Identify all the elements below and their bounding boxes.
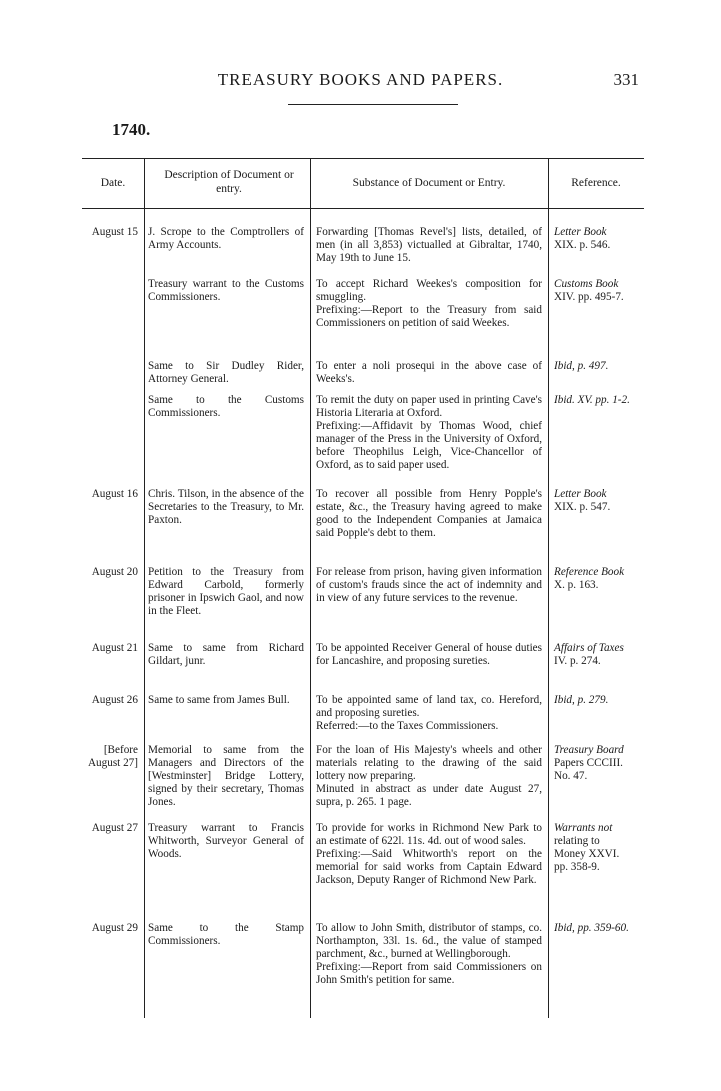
column-header-description: Description of Document or entry. <box>164 169 294 195</box>
reference-line: Reference Book <box>554 566 625 578</box>
header-rule <box>288 104 458 105</box>
reference-line: relating to <box>554 835 600 847</box>
cell-reference <box>554 922 644 935</box>
substance-paragraph: To enter a noli prosequi in the above case of Weeks's. <box>316 360 542 385</box>
cell-description: Chris. Tilson, in the absence of the Secretaries to the Treasury, to Mr. Paxton. <box>148 488 304 526</box>
cell-date: [Before August 27] <box>87 744 138 769</box>
reference-line: Letter Book <box>554 488 607 500</box>
cell-date: August 20 <box>91 566 138 578</box>
cell-reference <box>554 694 644 707</box>
reference-line: Affairs of Taxes <box>554 642 624 654</box>
substance-paragraph: Prefixing:—Report from said Commissioners on John Smith's petition for same. <box>316 961 542 986</box>
reference-line: X. p. 163. <box>554 579 599 591</box>
reference-line: Ibid, p. 497. <box>554 360 609 372</box>
column-header-date: Date. <box>100 177 126 189</box>
year-heading: 1740. <box>112 120 151 139</box>
table-top-rule <box>82 158 644 159</box>
substance-paragraph: For release from prison, having given information of custom's frauds since the act of indemnity and in view of any future services to the revenue. <box>316 566 542 604</box>
cell-description: Memorial to same from the Managers and Directors of the [Westminster] Bridge Lottery, signed by their secretary, Thomas Jones. <box>148 744 304 808</box>
cell-date: August 21 <box>91 642 138 654</box>
cell-description: Same to same from Richard Gildart, junr. <box>148 642 304 667</box>
reference-line: IV. p. 274. <box>554 655 601 667</box>
cell-reference <box>554 744 644 783</box>
cell-substance <box>316 694 542 733</box>
substance-paragraph: Referred:—to the Taxes Commissioners. <box>316 720 499 732</box>
cell-substance <box>316 278 542 330</box>
cell-substance <box>316 566 542 605</box>
column-divider <box>144 158 145 1018</box>
cell-description: Same to the Customs Commissioners. <box>148 394 304 419</box>
table-header-rule <box>82 208 644 209</box>
cell-substance <box>316 744 542 809</box>
substance-paragraph: To provide for works in Richmond New Park to an estimate of 622l. 11s. 4d. out of wood sales. <box>316 822 542 847</box>
cell-reference <box>554 394 644 407</box>
cell-description: Treasury warrant to the Customs Commissioners. <box>148 278 304 303</box>
cell-description: Same to the Stamp Commissioners. <box>148 922 304 947</box>
cell-description: Treasury warrant to Francis Whitworth, Surveyor General of Woods. <box>148 822 304 860</box>
substance-paragraph: To remit the duty on paper used in printing Cave's Historia Literaria at Oxford. <box>316 394 542 419</box>
substance-paragraph: Prefixing:—Report to the Treasury from said Commissioners on petition of said Weekes. <box>316 304 542 329</box>
reference-line: Treasury Board <box>554 744 624 756</box>
reference-line: Warrants not <box>554 822 613 834</box>
cell-substance <box>316 922 542 987</box>
substance-paragraph: To be appointed Receiver General of house duties for Lancashire, and proposing sureties. <box>316 642 542 667</box>
cell-reference <box>554 822 644 874</box>
cell-date: August 26 <box>91 694 138 706</box>
cell-reference <box>554 642 644 668</box>
cell-substance <box>316 394 542 472</box>
reference-line: XIX. p. 547. <box>554 501 611 513</box>
cell-description: Same to same from James Bull. <box>148 694 290 706</box>
reference-line: Papers CCCIII. <box>554 757 623 769</box>
cell-reference <box>554 566 644 592</box>
cell-date: August 29 <box>91 922 138 934</box>
column-header-substance: Substance of Document or Entry. <box>352 177 506 189</box>
cell-substance <box>316 360 542 386</box>
reference-line: Ibid, p. 279. <box>554 694 609 706</box>
substance-paragraph: Prefixing:—Affidavit by Thomas Wood, chief manager of the Press in the University of Oxford, before Theophilus Leigh, Vice-Chancellor of Oxford, as to said paper used. <box>316 420 542 471</box>
reference-line: pp. 358-9. <box>554 861 600 873</box>
substance-paragraph: Forwarding [Thomas Revel's] lists, detailed, of men (in all 3,853) victualled at Gibraltar, 1740, May 19th to June 15. <box>316 226 542 264</box>
reference-line: No. 47. <box>554 770 588 782</box>
column-divider <box>548 158 549 1018</box>
reference-line: XIV. pp. 495-7. <box>554 291 624 303</box>
cell-reference <box>554 226 644 252</box>
cell-description: Same to Sir Dudley Rider, Attorney General. <box>148 360 304 385</box>
substance-paragraph: To allow to John Smith, distributor of stamps, co. Northampton, 33l. 1s. 6d., the value of stamped parchment, &c., burned at Wellingborough. <box>316 922 542 960</box>
cell-reference <box>554 278 644 304</box>
reference-line: Customs Book <box>554 278 619 290</box>
document-table <box>82 158 644 1018</box>
reference-line: Ibid. XV. pp. 1-2. <box>554 394 630 406</box>
cell-date: August 27 <box>91 822 138 834</box>
column-divider <box>310 158 311 1018</box>
cell-substance <box>316 822 542 887</box>
column-header-reference: Reference. <box>571 177 621 189</box>
reference-line: XIX. p. 546. <box>554 239 611 251</box>
cell-substance <box>316 642 542 668</box>
cell-substance <box>316 488 542 540</box>
reference-line: Letter Book <box>554 226 607 238</box>
cell-reference <box>554 360 644 373</box>
cell-date: August 16 <box>91 488 138 500</box>
running-head: TREASURY BOOKS AND PAPERS. <box>217 70 504 89</box>
reference-line: Ibid, pp. 359-60. <box>554 922 629 934</box>
cell-reference <box>554 488 644 514</box>
cell-description: Petition to the Treasury from Edward Carbold, formerly prisoner in Ipswich Gaol, and now in the Fleet. <box>148 566 304 617</box>
substance-paragraph: To recover all possible from Henry Popple's estate, &c., the Treasury having agreed to make good to the Independent Companies at Jamaica said Popple's debt to them. <box>316 488 542 539</box>
substance-paragraph: Prefixing:—Said Whitworth's report on the memorial for said works from Captain Edward Jackson, Deputy Ranger of Richmond New Park. <box>316 848 542 886</box>
reference-line: Money XXVI. <box>554 848 620 860</box>
substance-paragraph: To be appointed same of land tax, co. Hereford, and proposing sureties. <box>316 694 542 719</box>
cell-substance <box>316 226 542 265</box>
substance-paragraph: To accept Richard Weekes's composition for smuggling. <box>316 278 542 303</box>
substance-paragraph: Minuted in abstract as under date August 27, supra, p. 265. 1 page. <box>316 783 542 808</box>
cell-date: August 15 <box>91 226 138 238</box>
cell-description: J. Scrope to the Comptrollers of Army Accounts. <box>148 226 304 251</box>
page-number: 331 <box>613 70 639 89</box>
substance-paragraph: For the loan of His Majesty's wheels and other materials relating to the drawing of the said lottery now preparing. <box>316 744 542 782</box>
